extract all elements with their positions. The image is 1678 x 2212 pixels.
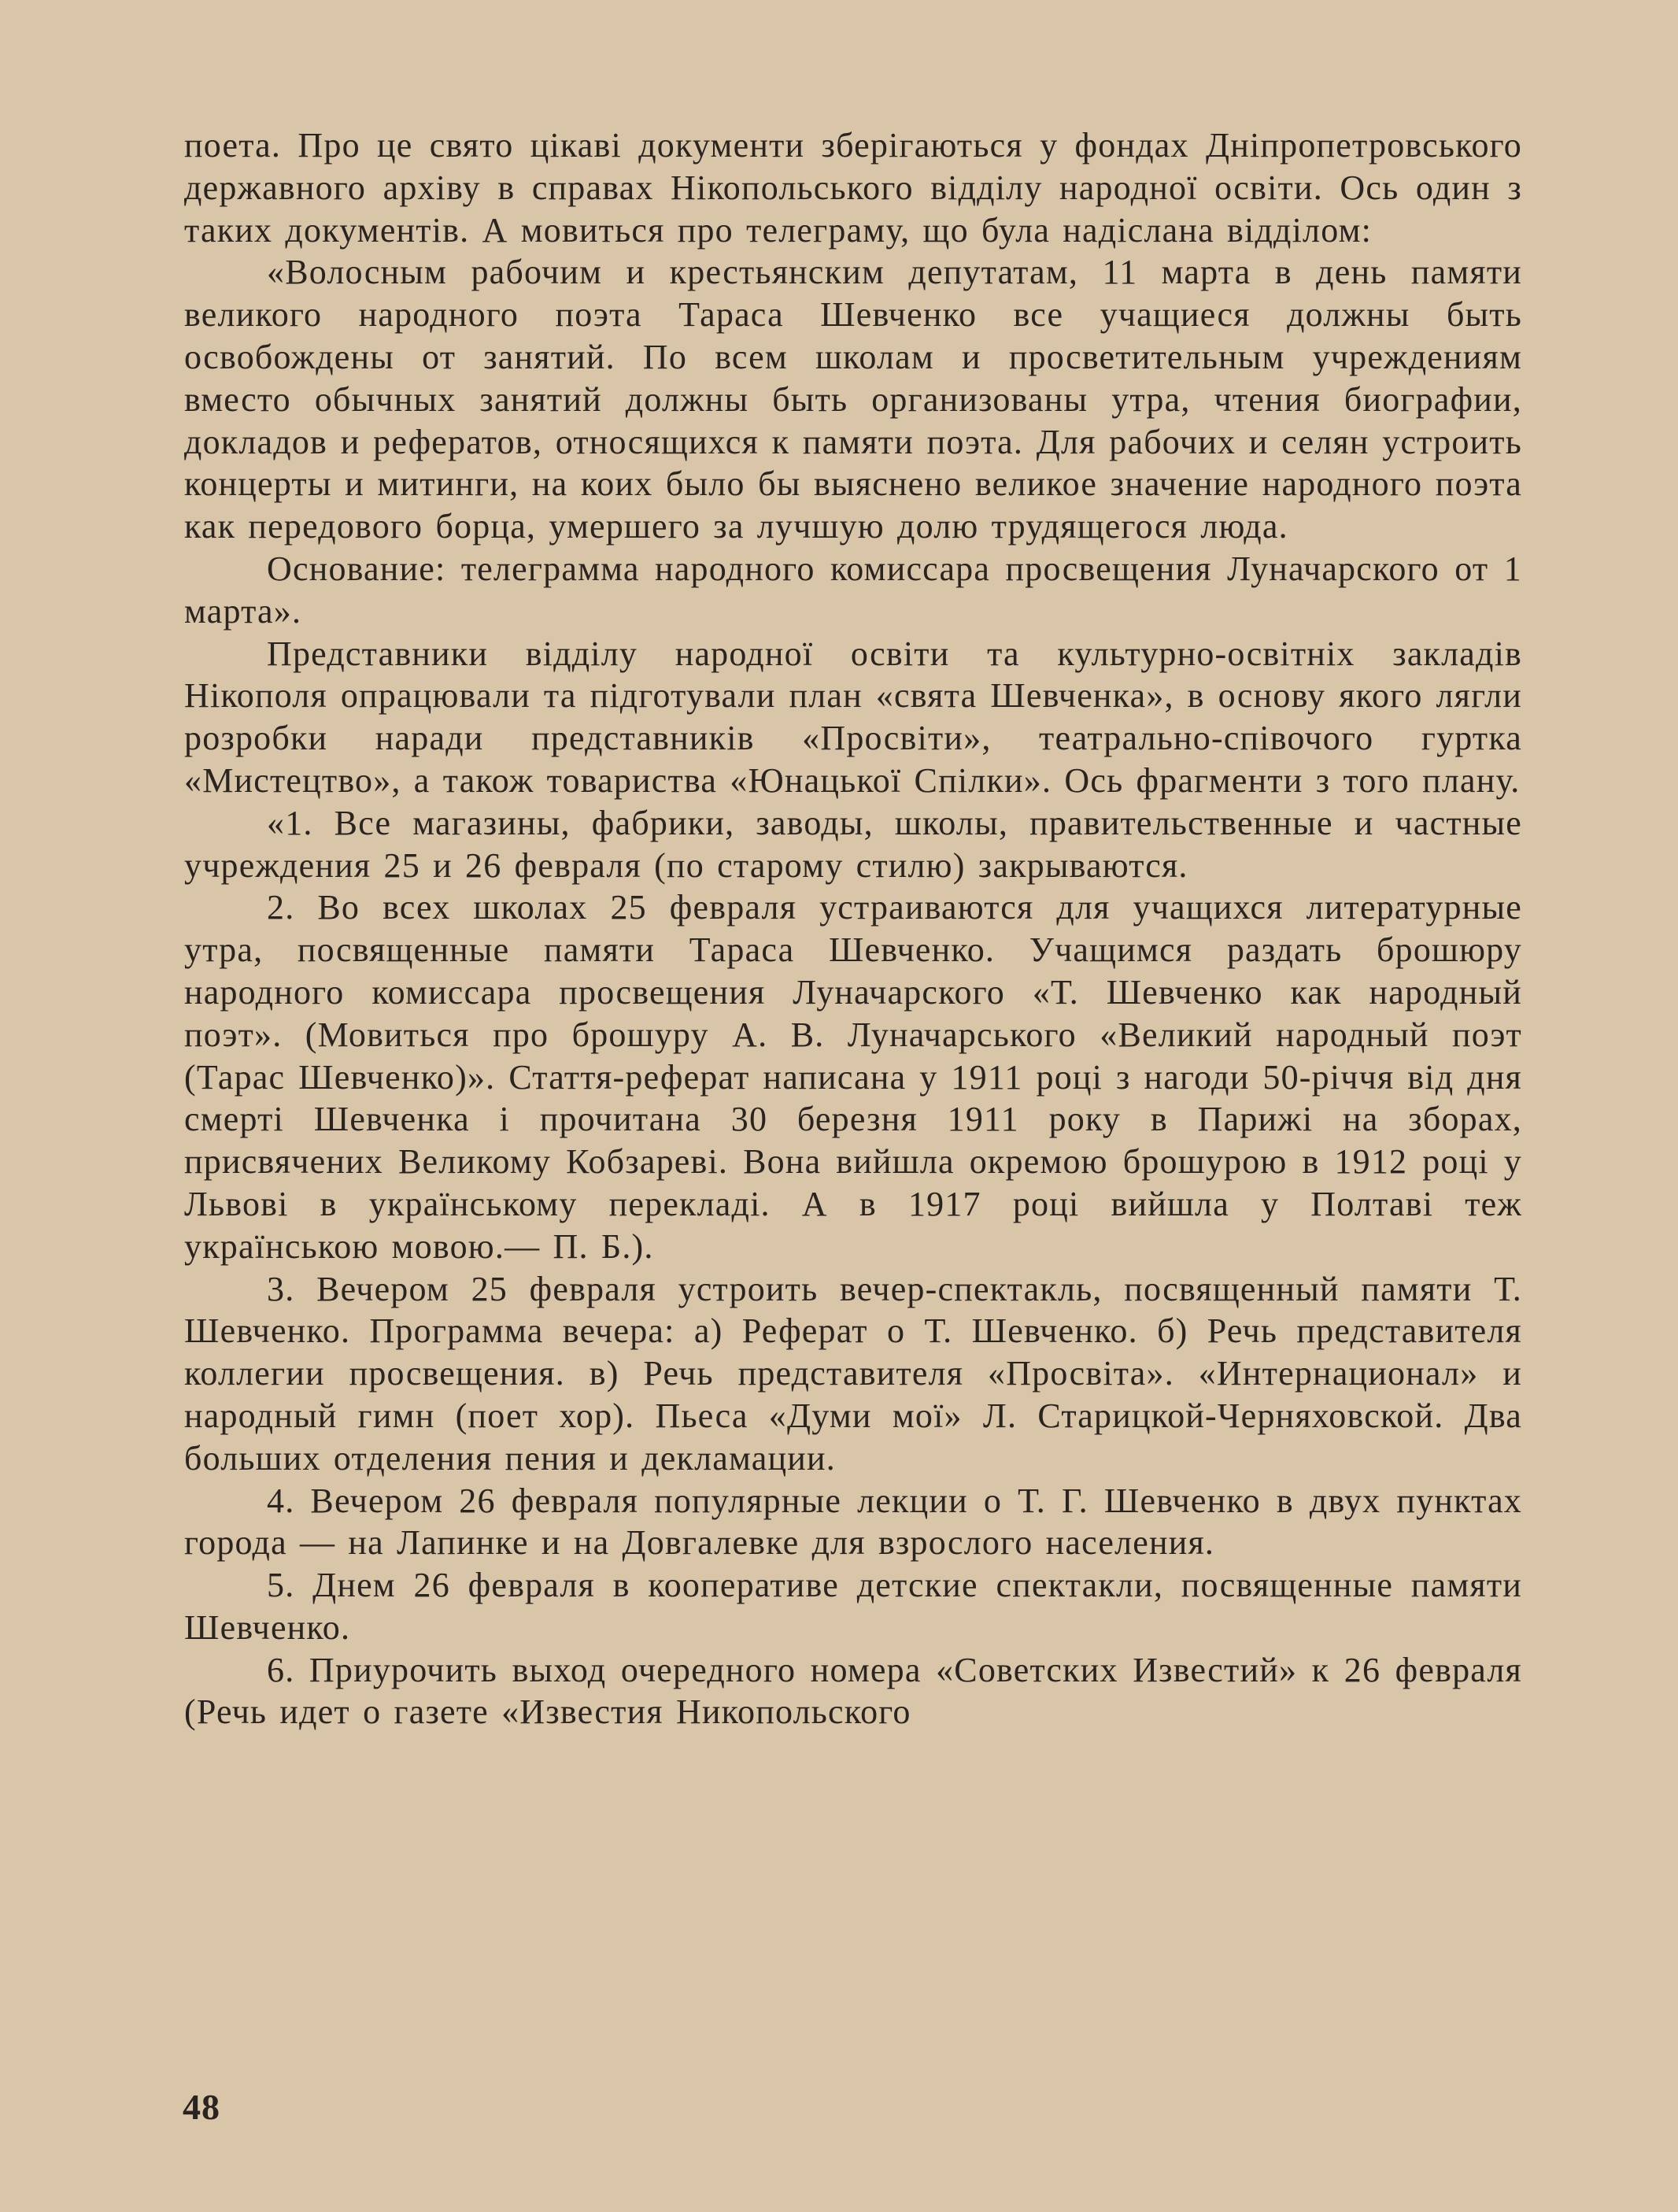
plan-item-4: 4. Вечером 26 февраля популярные лекции о Т. Г. Шевченко в двух пунктах города — на Лапинке и на Довгалевке для взрослого населения. <box>184 1481 1522 1563</box>
plan-item-5: 5. Днем 26 февраля в кооперативе детские спектакли, посвященные памяти Шевченко. <box>184 1566 1522 1647</box>
plan-item-1: «1. Все магазины, фабрики, заводы, школы, правительственные и частные учреждения 25 и 26 февраля (по старому стилю) закрываются. <box>184 803 1522 885</box>
page-number: 48 <box>183 2087 220 2127</box>
paragraph-plan-intro: Представники відділу народної освіти та культурно-освітніх закладів Нікополя опрацювали та підготували план «свята Шевченка», в основу якого лягли розробки наради представників «Просвіти», театрально-співочого гуртка «Мистецтво», а також товариства «Юнацької Спілки». Ось фрагменти з того плану. <box>184 634 1522 800</box>
plan-item-2: 2. Во всех школах 25 февраля устраиваются для учащихся литературные утра, посвященные памяти Тараса Шевченко. Учащимся раздать брошюру народного комиссара просвещения Луначарского «Т. Шевченко как народный поэт». (Мовиться про брошуру А. В. Луначарського «Великий народный поэт (Тарас Шевченко)». Стаття-реферат написана у 1911 році з нагоди 50-річчя від дня смерті Шевченка і прочитана 30 березня 1911 року в Парижі на зборах, присвячених Великому Кобзареві. Вона вийшла окремою брошурою в 1912 році у Львові в українському перекладі. А в 1917 році вийшла у Полтаві теж українською мовою.— П. Б.). <box>184 888 1522 1266</box>
plan-item-3: 3. Вечером 25 февраля устроить вечер-спектакль, посвященный памяти Т. Шевченко. Программа вечера: а) Реферат о Т. Шевченко. б) Речь представителя коллегии просвещения. в) Речь представителя «Просвіта». «Интернационал» и народный гимн (поет хор). Пьеса «Думи мої» Л. Старицкой-Черняховской. Два больших отделения пения и декламации. <box>184 1269 1522 1478</box>
plan-item-6: 6. Приурочить выход очередного номера «Советских Известий» к 26 февраля (Речь идет о газете «Известия Никопольского <box>184 1650 1522 1732</box>
paragraph-telegram: «Волосным рабочим и крестьянским депутатам, 11 марта в день памяти великого народного поэта Тараса Шевченко все учащиеся должны быть освобождены от занятий. По всем школам и просветительным учреждениям вместо обычных занятий должны быть организованы утра, чтения биографии, докладов и рефератов, относящихся к памяти поэта. Для рабочих и селян устроить концерты и митинги, на коих было бы выяснено великое значение народного поэта как передового борца, умершего за лучшую долю трудящегося люда. <box>184 253 1522 546</box>
page-body <box>184 124 1522 1733</box>
paragraph-basis: Основание: телеграмма народного комиссара просвещения Луначарского от 1 марта». <box>184 549 1522 631</box>
paragraph-continuation: поета. Про це свято цікаві документи зберігаються у фондах Дніпропетровського державного архіву в справах Нікопольського відділу народної освіти. Ось один з таких документів. А мовиться про телеграму, що була надіслана відділом: <box>184 126 1522 250</box>
